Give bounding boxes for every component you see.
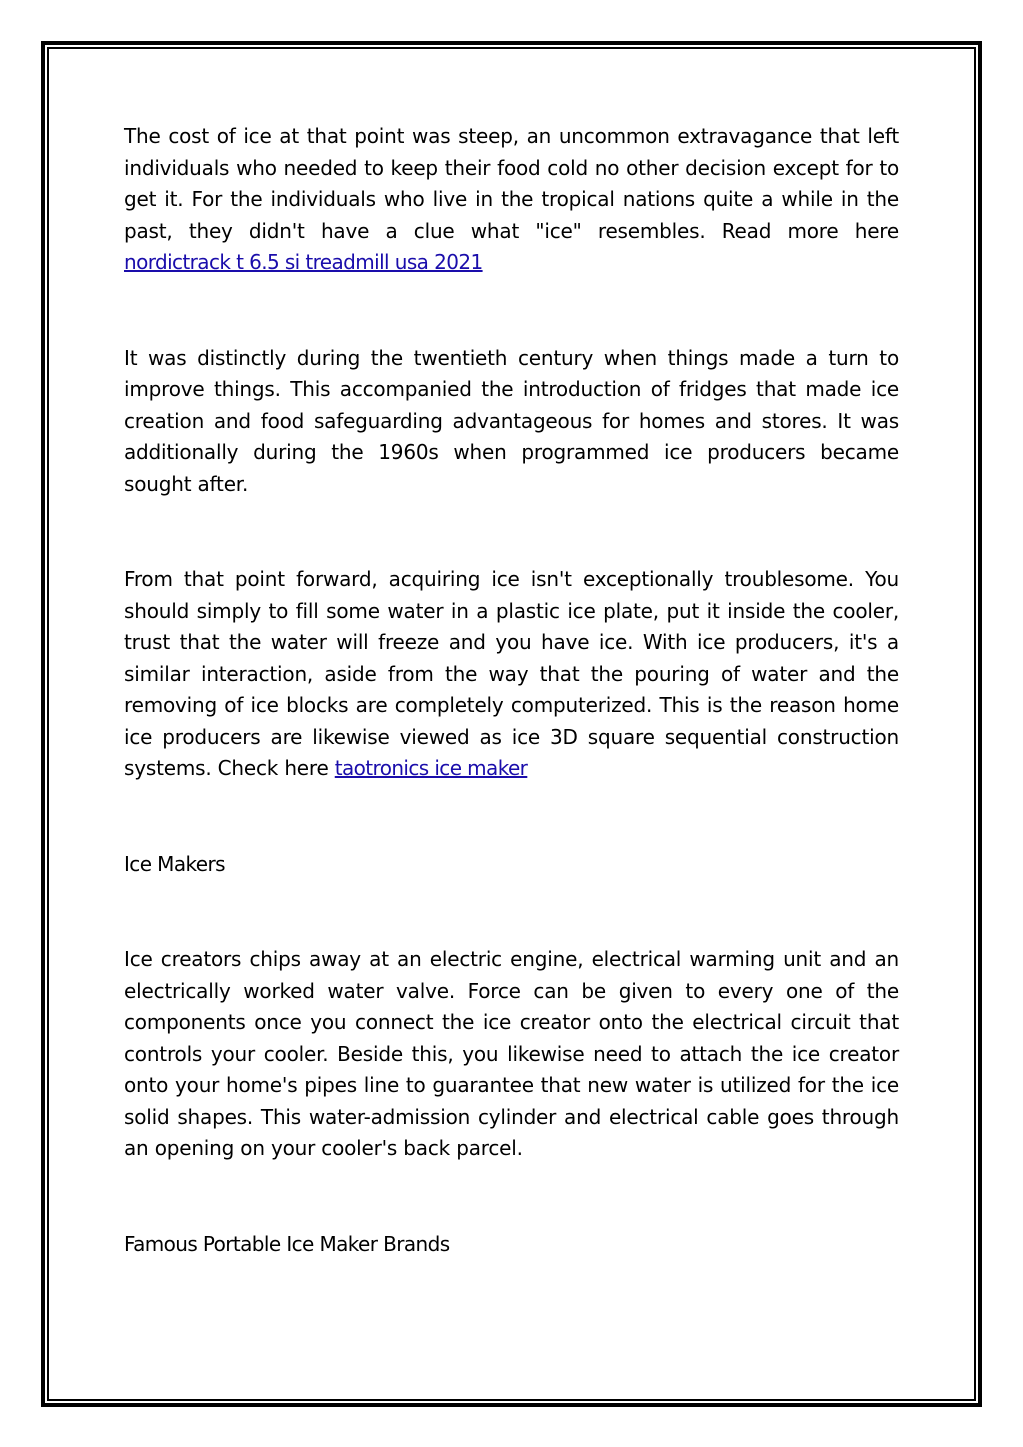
paragraph-acquiring-ice — [124, 564, 899, 785]
paragraph-text: It was distinctly during the twentieth century when things made a turn to improve things. This accompanied the introduction of fridges that made ice creation and food safeguarding advantageous for homes and stores. It was additionally during the 1960s when programmed ice producers became sought after. — [124, 345, 899, 496]
heading-famous-brands: Famous Portable Ice Maker Brands — [124, 1231, 450, 1256]
paragraph-ice-cost — [124, 121, 899, 279]
paragraph-twentieth-century — [124, 343, 899, 501]
paragraph-text: The cost of ice at that point was steep, an uncommon extravagance that left individuals who needed to keep their food cold no other decision except for to get it. For the individuals who live in the tropical nations quite a while in the past, they didn't have a clue what "ice" resembles. Read more here — [124, 124, 899, 243]
paragraph-text: Ice creators chips away at an electric engine, electrical warming unit and an electrically worked water valve. Force can be given to every one of the components once you connect the ice creator onto the electrical circuit that controls your cooler. Beside this, you likewise need to attach the ice creator onto your home's pipes line to guarantee that new water is utilized for the ice solid shapes. This water-admission cylinder and electrical cable goes through an opening on your cooler's back parcel. — [124, 947, 899, 1160]
link-nordictrack-treadmill[interactable]: nordictrack t 6.5 si treadmill usa 2021 — [124, 250, 483, 274]
document-body — [124, 121, 899, 1260]
paragraph-ice-creators — [124, 944, 899, 1165]
heading-ice-makers: Ice Makers — [124, 851, 225, 876]
paragraph-text: From that point forward, acquiring ice isn't exceptionally troublesome. You should simply to fill some water in a plastic ice plate, put it inside the cooler, trust that the water will freeze and you have ice. With ice producers, it's a similar interaction, aside from the way that the pouring of water and the removing of ice blocks are completely computerized. This is the reason home ice producers are likewise viewed as ice 3D square sequential construction systems. Check here — [124, 567, 899, 780]
link-taotronics-ice-maker[interactable]: taotronics ice maker — [334, 756, 528, 780]
